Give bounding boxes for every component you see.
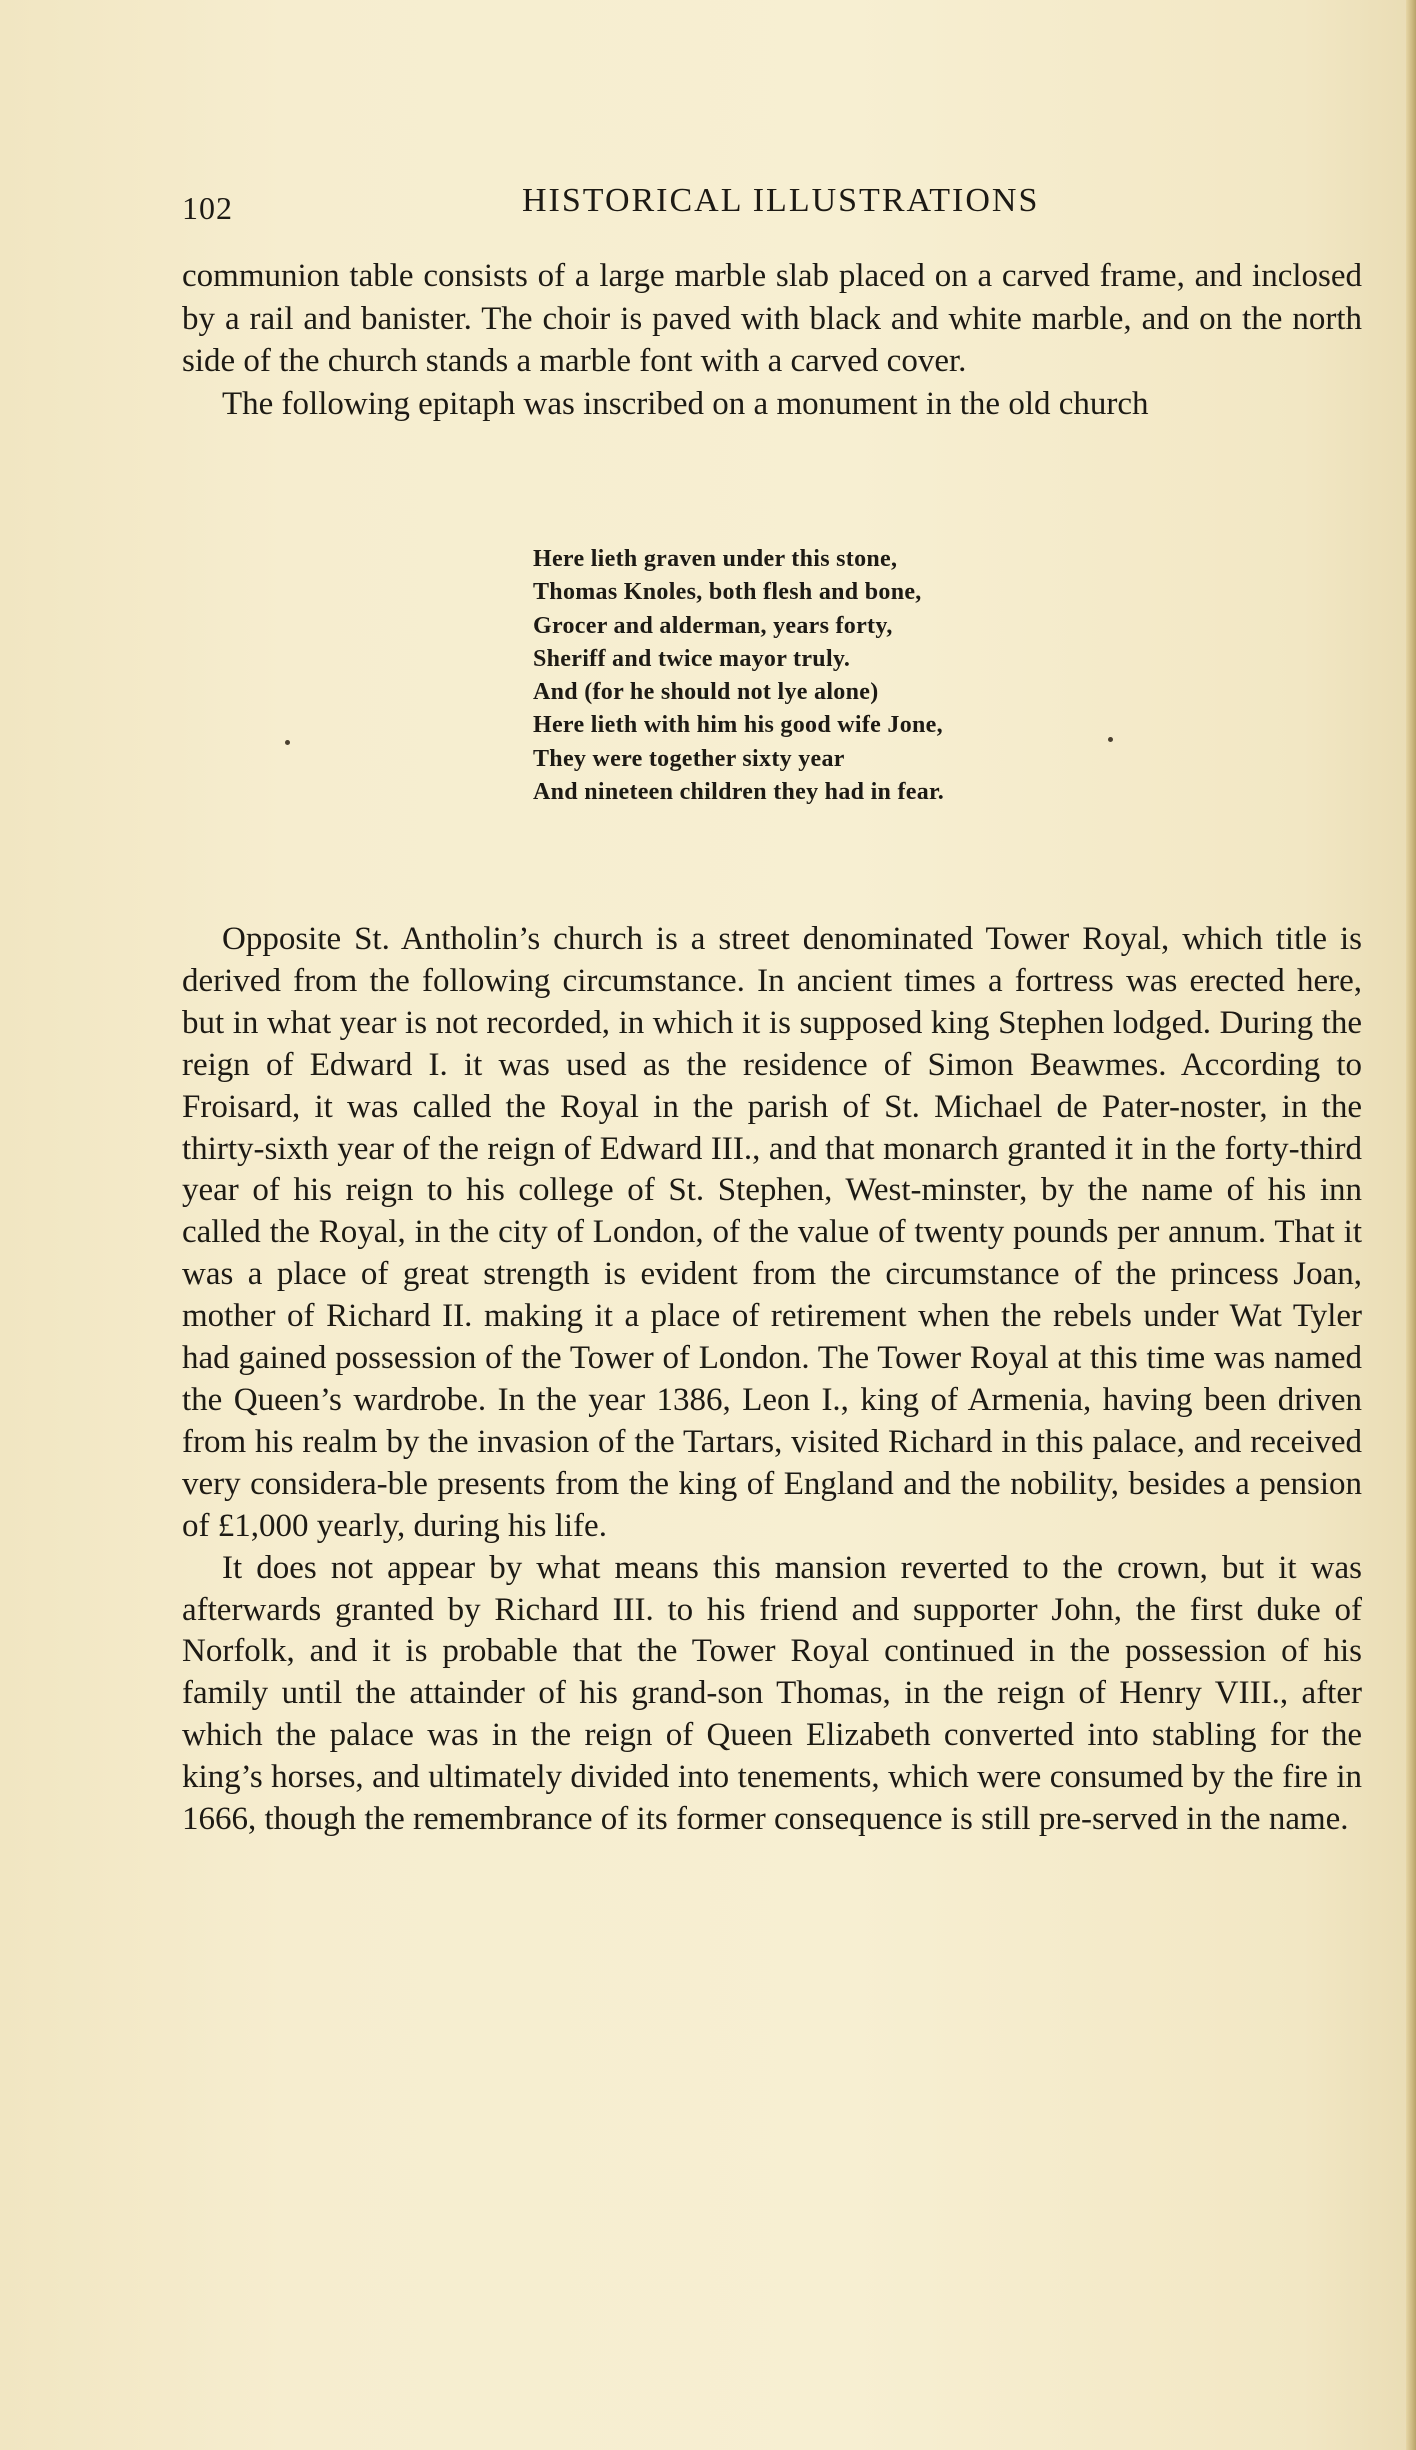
epitaph-line: Grocer and alderman, years forty, (533, 612, 893, 639)
epitaph-line: And (for he should not lye alone) (533, 679, 879, 706)
page-edge (1406, 0, 1416, 2450)
intro-text (182, 255, 1362, 425)
running-title: HISTORICAL ILLUSTRATIONS (522, 182, 1040, 219)
page-number: 102 (182, 190, 233, 226)
epitaph-line: Here lieth with him his good wife Jone, (533, 712, 943, 739)
epitaph-lead-paragraph: The following epitaph was inscribed on a monument in the old church (222, 385, 1149, 422)
body-text (182, 919, 1362, 1841)
epitaph-line: Thomas Knoles, both flesh and bone, (533, 579, 922, 606)
epitaph-line: They were together sixty year (533, 745, 845, 772)
epitaph-line: Here lieth graven under this stone, (533, 546, 898, 572)
tower-royal-paragraph: Opposite St. Antholin’s church is a street denominated Tower Royal, which title is derived from the following circumstance. In ancient times a fortress was erected here, but in what year is not recorded, in which it is supposed king Stephen lodged. During the reign of Edward I. it was used as the residence of Simon Beawmes. According to Froisard, it was called the Royal in the parish of St. Michael de Pater-noster, in the thirty-sixth year of the reign of Edward III., and that monarch granted it in the forty-third year of his reign to his college of St. Stephen, West-minster, by the name of his inn called the Royal, in the city of London, of the value of twenty pounds per annum. That it was a place of great strength is evident from the circumstance of the princess Joan, mother of Richard II. making it a place of retirement when the rebels under Wat Tyler had gained possession of the Tower of London. The Tower Royal at this time was named the Queen’s wardrobe. In the year 1386, Leon I., king of Armenia, having been driven from his realm by the invasion of the Tartars, visited Richard in this palace, and received very considera-ble presents from the king of England and the nobility, besides a pension of £1,000 yearly, during his life. (182, 921, 1362, 1544)
mansion-paragraph: It does not appear by what means this mansion reverted to the crown, but it was afterwards granted by Richard III. to his friend and supporter John, the first duke of Norfolk, and it is probable that the Tower Royal continued in the possession of his family until the attainder of his grand-son Thomas, in the reign of Henry VIII., after which the palace was in the reign of Queen Elizabeth converted into stabling for the king’s horses, and ultimately divided into tenements, which were consumed by the fire in 1666, though the remembrance of its former consequence is still pre-served in the name. (182, 1549, 1362, 1838)
epitaph-line: Sheriff and twice mayor truly. (533, 645, 851, 672)
continuation-paragraph: communion table consists of a large marble slab placed on a carved frame, and inclosed by a rail and banister. The choir is paved with black and white marble, and on the north side of the church stands a marble font with a carved cover. (182, 258, 1362, 379)
epitaph-verse (533, 543, 1153, 809)
ink-speck (285, 740, 290, 745)
epitaph-line: And nineteen children they had in fear. (533, 779, 945, 806)
ink-speck (1108, 737, 1113, 742)
running-head (182, 182, 1362, 232)
